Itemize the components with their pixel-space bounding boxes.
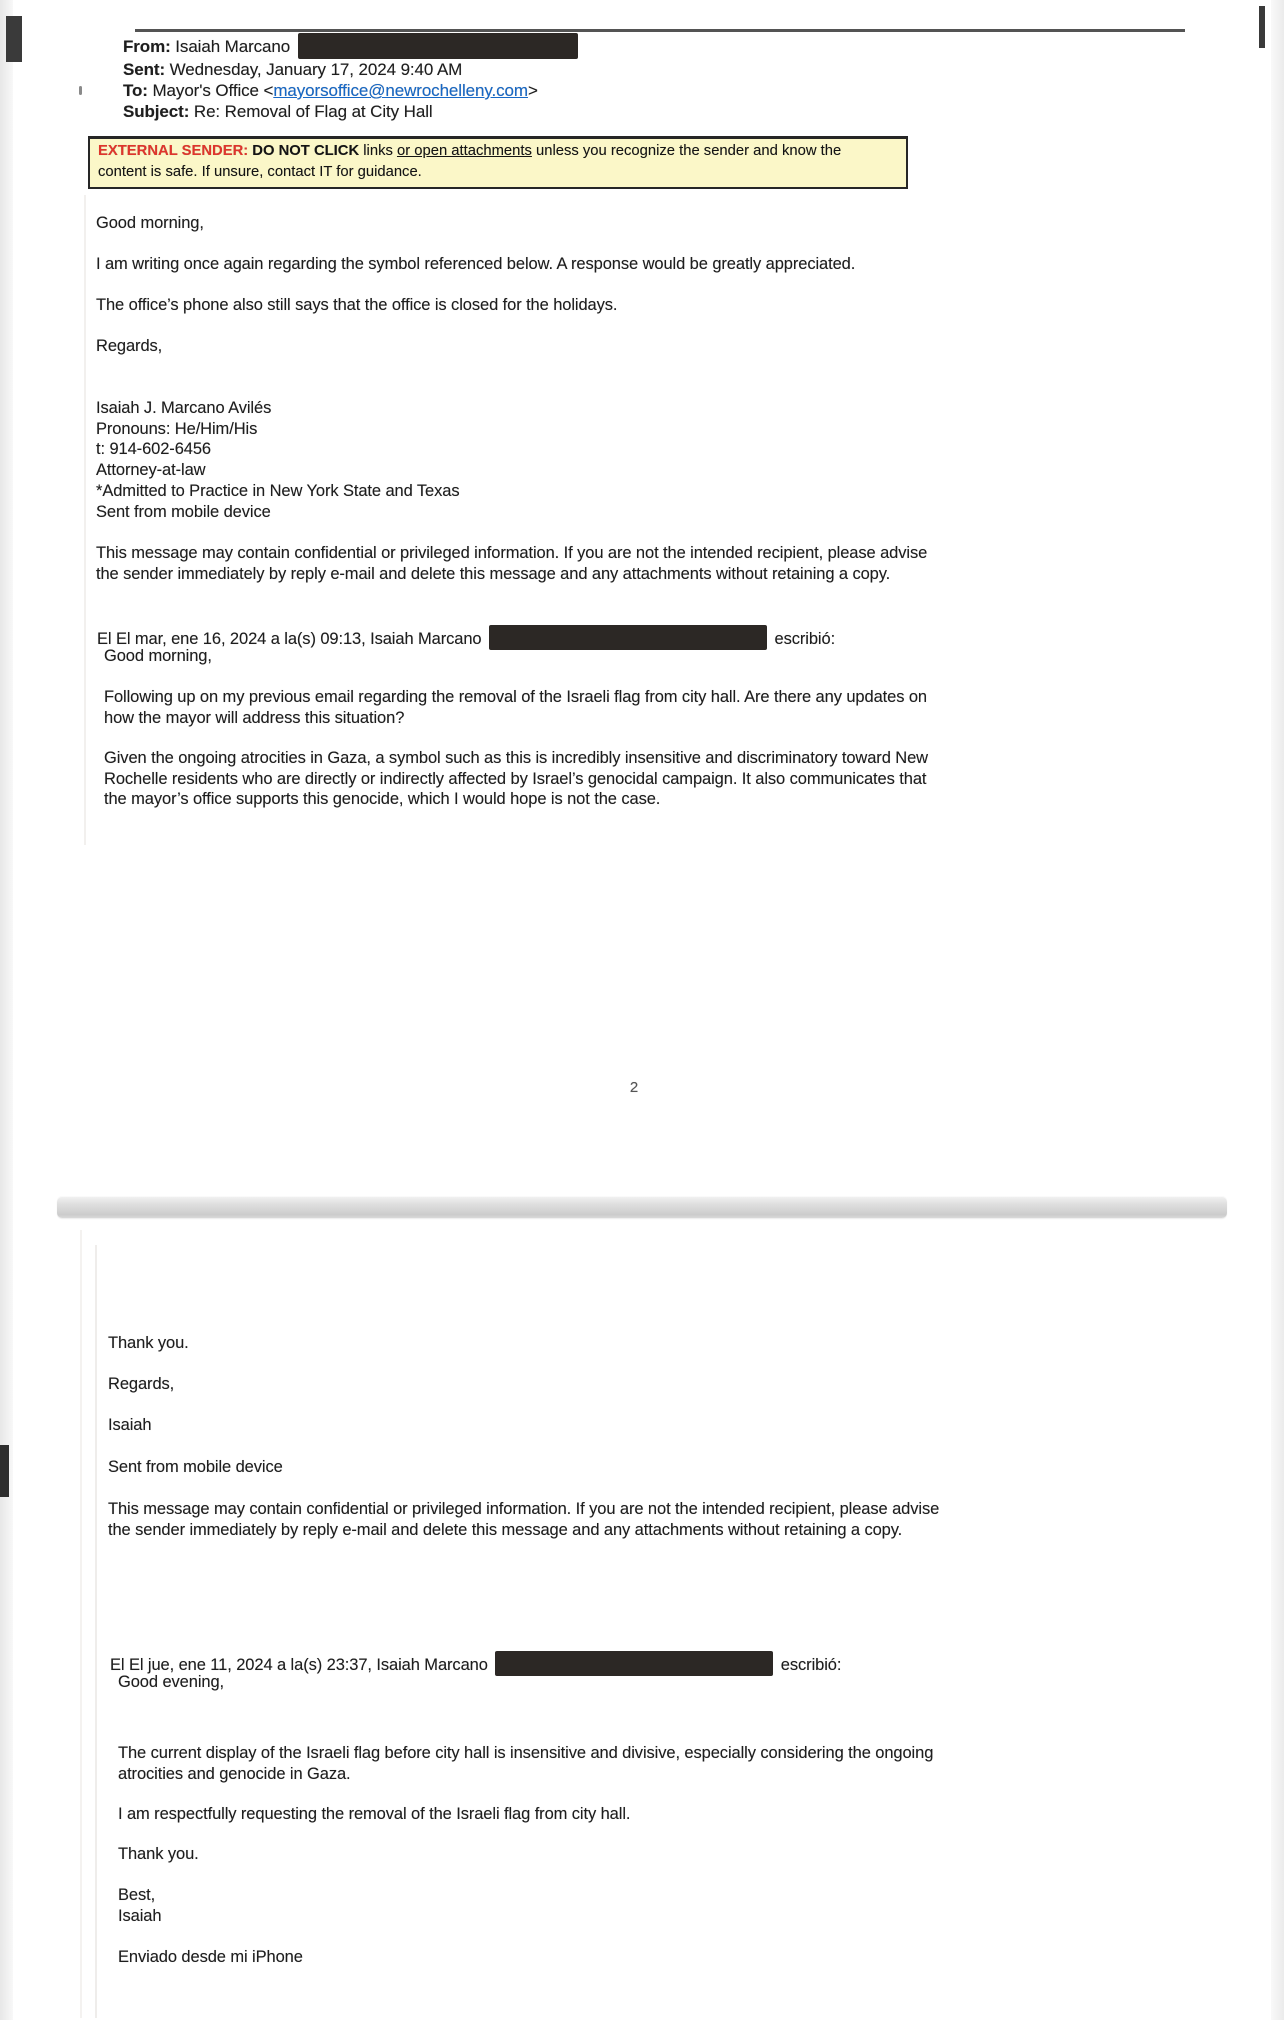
confidentiality-2-line-1: This message may contain confidential or privileged information. If you are not the intended recipient, please advise xyxy=(108,1500,940,1518)
quoted2-best: Best, xyxy=(118,1886,156,1904)
from-name: Isaiah Marcano xyxy=(175,37,291,56)
greeting-1: Good morning, xyxy=(96,214,204,232)
confidentiality-2-line-2: the sender immediately by reply e-mail and delete this message and any attachments without retaining a copy. xyxy=(108,1520,903,1539)
from-redaction-bar xyxy=(298,33,578,59)
paragraph-office-phone: The office’s phone also still says that the office is closed for the holidays. xyxy=(96,296,618,314)
confidentiality-1-line-1: This message may contain confidential or privileged information. If you are not the intended recipient, please advise xyxy=(96,544,928,562)
subject-label: Subject: xyxy=(123,102,194,121)
to-line xyxy=(123,80,578,101)
to-label: To: xyxy=(123,81,153,100)
confidentiality-notice-2 xyxy=(108,1499,939,1540)
signature-block xyxy=(96,398,460,522)
scan-speck xyxy=(79,86,82,95)
header-top-rule xyxy=(135,29,1185,32)
banner-external-sender-label: EXTERNAL SENDER: xyxy=(98,143,253,159)
signature-title: Attorney-at-law xyxy=(96,461,206,480)
scan-mark-bottom-left xyxy=(0,1445,9,1497)
scan-mark-top-right xyxy=(1259,6,1265,48)
quoted-p2-line-1: Given the ongoing atrocities in Gaza, a symbol such as this is incredibly insensitive and discriminatory toward New xyxy=(104,749,928,767)
scan-edge-left xyxy=(0,0,13,2020)
from-line xyxy=(123,33,578,59)
quoted-p2-line-3: the mayor’s office supports this genocide, which I would hope is not the case. xyxy=(104,790,661,809)
paragraph-writing-again: I am writing once again regarding the symbol referenced below. A response would be greatly appreciated. xyxy=(96,255,856,273)
quoted-header-2-suffix: escribió: xyxy=(780,1656,842,1674)
quoted2-name: Isaiah xyxy=(118,1907,162,1925)
quoted-p2-line-2: Rochelle residents who are directly or indirectly affected by Israel’s genocidal campaign. It also communicates that xyxy=(104,769,927,788)
scan-mark-top-left xyxy=(6,16,22,62)
page-separator-bar xyxy=(57,1196,1227,1218)
subject-value: Re: Removal of Flag at City Hall xyxy=(193,102,433,121)
quoted-paragraph-given-atrocities xyxy=(104,748,928,810)
confidentiality-notice-1 xyxy=(96,543,927,584)
page2-regards: Regards, xyxy=(108,1375,175,1393)
scan-faint-line-1 xyxy=(84,195,86,845)
quoted2-p1-line-1: The current display of the Israeli flag before city hall is insensitive and divisive, especially considering the ongoing xyxy=(118,1744,934,1762)
page2-sent-mobile: Sent from mobile device xyxy=(108,1458,283,1476)
signature-mobile: Sent from mobile device xyxy=(96,502,271,521)
signature-pronouns: Pronouns: He/Him/His xyxy=(96,419,258,438)
quoted-paragraph-following-up xyxy=(104,687,927,728)
quoted2-sent-from-iphone: Enviado desde mi iPhone xyxy=(118,1948,303,1966)
banner-text-2: unless you recognize the sender and know the xyxy=(531,143,842,159)
quoted-p1-line-1: Following up on my previous email regarding the removal of the Israeli flag from city hall. Are there any updates on xyxy=(104,688,927,706)
sent-label: Sent: xyxy=(123,60,170,79)
quoted-paragraph-current-display xyxy=(118,1743,933,1784)
page2-name: Isaiah xyxy=(108,1416,152,1434)
to-value-prefix: Mayor's Office < xyxy=(152,81,274,100)
quoted-redaction-bar-2 xyxy=(495,1651,773,1676)
quoted-header-1-suffix: escribió: xyxy=(774,630,836,648)
quoted-header-2-text: El El jue, ene 11, 2024 a la(s) 23:37, Isaiah Marcano xyxy=(110,1656,488,1674)
sent-value: Wednesday, January 17, 2024 9:40 AM xyxy=(169,60,463,79)
email-header xyxy=(123,33,578,122)
to-value-suffix: > xyxy=(527,81,538,100)
quoted2-p1-line-2: atrocities and genocide in Gaza. xyxy=(118,1764,351,1783)
mayors-office-email-link[interactable]: mayorsoffice@newrochelleny.com xyxy=(273,81,528,100)
scan-faint-line-3 xyxy=(95,1245,97,2018)
quoted-greeting-2: Good evening, xyxy=(118,1673,225,1691)
quoted2-thank-you: Thank you. xyxy=(118,1845,199,1863)
confidentiality-1-line-2: the sender immediately by reply e-mail and delete this message and any attachments without retaining a copy. xyxy=(96,564,891,583)
banner-underlined-text: or open attachments xyxy=(396,143,532,159)
banner-text-1: links xyxy=(359,143,397,159)
quoted-paragraph-requesting-removal: I am respectfully requesting the removal of the Israeli flag from city hall. xyxy=(118,1805,631,1823)
signature-admissions: *Admitted to Practice in New York State and Texas xyxy=(96,481,460,500)
quoted-redaction-bar-1 xyxy=(489,625,767,650)
scan-faint-line-2 xyxy=(80,1230,82,2018)
signature-phone: t: 914-602-6456 xyxy=(96,440,212,459)
banner-line-2: content is safe. If unsure, contact IT for guidance. xyxy=(98,164,422,181)
sent-line xyxy=(123,59,578,80)
external-sender-banner xyxy=(88,136,908,189)
page-number: 2 xyxy=(629,1079,639,1096)
scan-edge-right xyxy=(1271,0,1284,2020)
from-label: From: xyxy=(123,37,176,56)
signature-name: Isaiah J. Marcano Avilés xyxy=(96,399,272,417)
quoted-greeting-1: Good morning, xyxy=(104,647,212,665)
quoted-p1-line-2: how the mayor will address this situation? xyxy=(104,708,405,727)
quoted-header-1-text: El El mar, ene 16, 2024 a la(s) 09:13, Isaiah Marcano xyxy=(97,630,482,648)
banner-do-not-click: DO NOT CLICK xyxy=(252,143,360,159)
closing-regards-1: Regards, xyxy=(96,337,163,355)
subject-line xyxy=(123,101,578,122)
page2-thank-you: Thank you. xyxy=(108,1334,189,1352)
